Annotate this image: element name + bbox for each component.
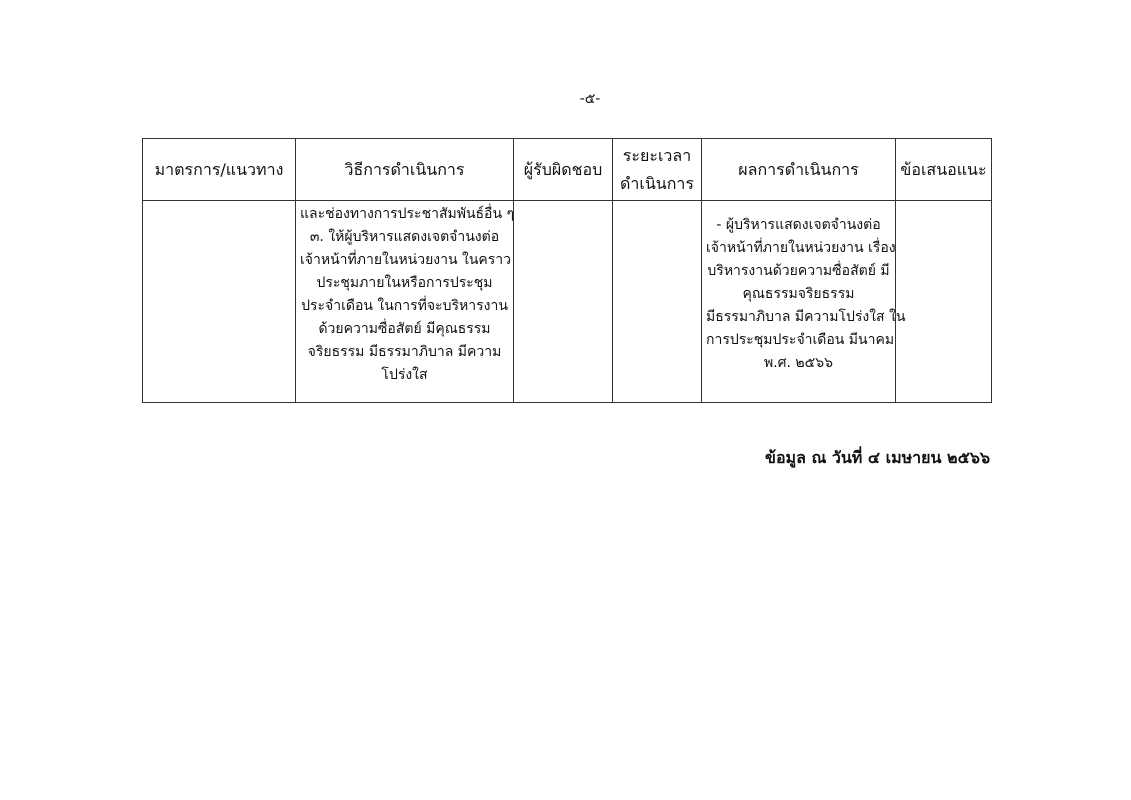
header-period: ระยะเวลา ดำเนินการ [613,139,702,201]
method-line: เจ้าหน้าที่ภายในหน่วยงาน ในคราว [300,252,512,268]
method-line: จริยธรรม มีธรรมาภิบาล มีความ [307,344,502,360]
table-header-row [143,139,992,201]
result-line: เจ้าหน้าที่ภายในหน่วยงาน เรื่อง [706,240,896,256]
method-line: โปร่งใส [381,367,428,383]
method-line: ประชุมภายในหรือการประชุม [316,275,493,291]
header-responsible: ผู้รับผิดชอบ [514,139,613,201]
result-line: บริหารงานด้วยความซื่อสัตย์ มี [707,263,890,279]
cell-suggestion [896,201,992,403]
header-method: วิธีการดำเนินการ [296,139,514,201]
result-line: มีธรรมาภิบาล มีความโปร่งใส ใน [706,309,906,325]
data-as-of-date: ข้อมูล ณ วันที่ ๔ เมษายน ๒๕๖๖ [765,448,990,467]
page-number: -๕- [579,91,601,107]
cell-responsible [514,201,613,403]
table-row [143,201,992,403]
result-line: การประชุมประจำเดือน มีนาคม [706,332,895,348]
result-line: คุณธรรมจริยธรรม [742,286,855,302]
result-line: - ผู้บริหารแสดงเจตจำนงต่อ [716,217,881,233]
result-line: พ.ศ. ๒๕๖๖ [763,355,834,371]
method-line: และช่องทางการประชาสัมพันธ์อื่น ๆ [300,206,515,222]
header-suggestion: ข้อเสนอแนะ [896,139,992,201]
method-line: ๓. ให้ผู้บริหารแสดงเจตจำนงต่อ [309,229,500,245]
cell-result [702,201,906,403]
action-plan-table [142,138,992,403]
cell-period [613,201,702,403]
header-measure: มาตรการ/แนวทาง [143,139,296,201]
header-result: ผลการดำเนินการ [702,139,896,201]
cell-measure [143,201,296,403]
method-line: ด้วยความซื่อสัตย์ มีคุณธรรม [318,321,491,337]
cell-method [296,201,514,403]
method-line: ประจำเดือน ในการที่จะบริหารงาน [301,298,508,314]
